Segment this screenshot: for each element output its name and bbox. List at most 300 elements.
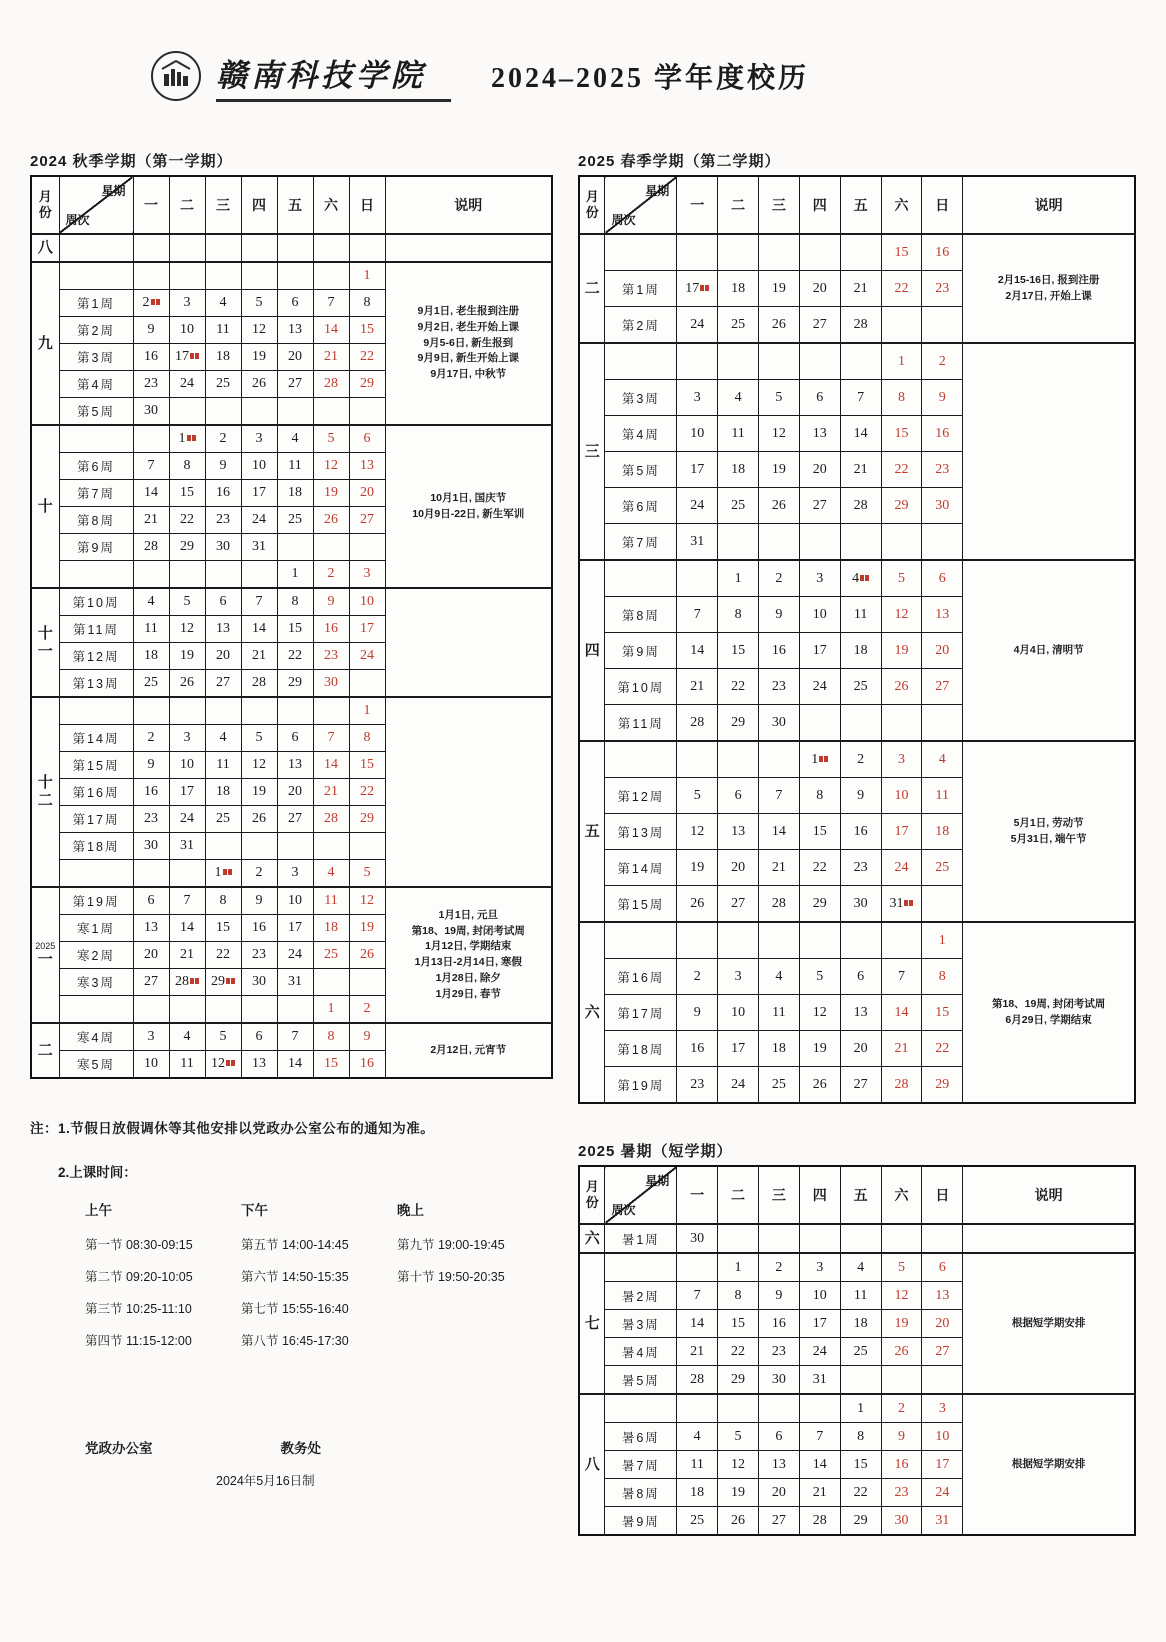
day-cell: 5 bbox=[881, 1253, 922, 1282]
day-cell: 9 bbox=[881, 1423, 922, 1451]
day-cell: 28 bbox=[881, 1067, 922, 1104]
week-label: 第4周 bbox=[59, 371, 133, 398]
day-cell: 10 bbox=[169, 752, 205, 779]
week-label: 第17周 bbox=[59, 806, 133, 833]
day-cell: 7 bbox=[313, 290, 349, 317]
day-cell: 23 bbox=[881, 1479, 922, 1507]
day-cell: 19 bbox=[799, 1031, 840, 1067]
day-cell: 11 bbox=[677, 1451, 718, 1479]
day-cell: 27 bbox=[133, 969, 169, 996]
day-cell: 3 bbox=[277, 860, 313, 888]
school-logo-icon bbox=[150, 50, 202, 102]
day-cell: 11 bbox=[313, 887, 349, 915]
day-cell bbox=[718, 524, 759, 561]
day-cell: 22 bbox=[881, 271, 922, 307]
day-cell: 18 bbox=[922, 814, 963, 850]
day-cell: 2 bbox=[922, 343, 963, 380]
notes-cell: 根据短学期安排 bbox=[963, 1253, 1135, 1394]
day-cell: 20 bbox=[133, 942, 169, 969]
day-cell bbox=[277, 534, 313, 561]
day-cell: 29 bbox=[349, 371, 385, 398]
day-cell: 21 bbox=[677, 669, 718, 705]
day-cell: 17 bbox=[677, 271, 718, 307]
day-cell: 6 bbox=[133, 887, 169, 915]
fall-calendar-table bbox=[30, 175, 553, 1079]
day-cell: 20 bbox=[277, 779, 313, 806]
day-cell bbox=[205, 234, 241, 262]
day-cell: 8 bbox=[277, 588, 313, 616]
day-cell: 20 bbox=[718, 850, 759, 886]
month-label: 2025 一 bbox=[31, 887, 59, 1023]
weekday-header: 一 bbox=[677, 1166, 718, 1224]
day-cell bbox=[277, 996, 313, 1024]
day-cell: 25 bbox=[313, 942, 349, 969]
day-cell bbox=[313, 398, 349, 426]
weekday-header: 四 bbox=[799, 176, 840, 234]
day-cell: 5 bbox=[241, 725, 277, 752]
day-cell: 9 bbox=[133, 752, 169, 779]
day-cell: 31 bbox=[677, 524, 718, 561]
day-cell: 4 bbox=[133, 588, 169, 616]
day-cell: 30 bbox=[758, 705, 799, 742]
schedule-column-label: 晚上 bbox=[397, 1203, 424, 1218]
day-cell: 8 bbox=[718, 597, 759, 633]
week-label bbox=[59, 697, 133, 725]
weekday-header: 四 bbox=[799, 1166, 840, 1224]
day-cell bbox=[277, 398, 313, 426]
day-cell: 18 bbox=[677, 1479, 718, 1507]
day-cell: 25 bbox=[205, 806, 241, 833]
day-cell: 3 bbox=[169, 290, 205, 317]
day-cell: 29 bbox=[718, 1366, 759, 1395]
week-label: 第7周 bbox=[605, 524, 677, 561]
day-cell: 17 bbox=[349, 616, 385, 643]
day-cell bbox=[241, 561, 277, 589]
day-cell: 9 bbox=[241, 887, 277, 915]
day-cell bbox=[349, 234, 385, 262]
day-cell: 16 bbox=[758, 1310, 799, 1338]
summer-term-table-mount bbox=[578, 1165, 1136, 1536]
day-cell: 24 bbox=[349, 643, 385, 670]
schedule-item: 第二节 09:20-10:05 bbox=[85, 1270, 193, 1284]
day-cell: 25 bbox=[840, 669, 881, 705]
day-cell: 19 bbox=[881, 1310, 922, 1338]
day-cell: 26 bbox=[881, 669, 922, 705]
day-cell: 11 bbox=[840, 1282, 881, 1310]
day-cell: 5 bbox=[349, 860, 385, 888]
day-cell: 29 bbox=[922, 1067, 963, 1104]
day-cell: 13 bbox=[758, 1451, 799, 1479]
day-cell: 6 bbox=[277, 725, 313, 752]
notes-cell: 2月12日, 元宵节 bbox=[385, 1023, 552, 1078]
day-cell: 25 bbox=[133, 670, 169, 698]
day-cell: 17 bbox=[677, 452, 718, 488]
day-cell: 21 bbox=[313, 779, 349, 806]
week-weekday-corner-header: 星期 周次 bbox=[59, 176, 133, 234]
day-cell: 31 bbox=[241, 534, 277, 561]
day-cell: 23 bbox=[133, 371, 169, 398]
day-cell: 7 bbox=[277, 1023, 313, 1051]
day-cell: 15 bbox=[718, 1310, 759, 1338]
holiday-marker-icon bbox=[186, 431, 196, 446]
day-cell: 28 bbox=[758, 886, 799, 923]
day-cell: 22 bbox=[349, 779, 385, 806]
day-cell: 11 bbox=[205, 752, 241, 779]
notes-cell: 5月1日, 劳动节 5月31日, 端午节 bbox=[963, 741, 1135, 922]
schedule-column bbox=[241, 1199, 397, 1363]
day-cell: 10 bbox=[349, 588, 385, 616]
day-cell bbox=[718, 343, 759, 380]
day-cell: 3 bbox=[718, 959, 759, 995]
day-cell: 31 bbox=[277, 969, 313, 996]
month-label: 三 bbox=[579, 343, 605, 560]
schedule-column-label: 上午 bbox=[85, 1203, 112, 1218]
day-cell: 22 bbox=[881, 452, 922, 488]
day-cell: 28 bbox=[799, 1507, 840, 1536]
week-label bbox=[605, 560, 677, 597]
notes-cell: 第18、19周, 封闭考试周 6月29日, 学期结束 bbox=[963, 922, 1135, 1103]
school-name: 赣南科技学院 bbox=[216, 58, 426, 93]
day-cell bbox=[349, 398, 385, 426]
day-cell bbox=[677, 741, 718, 778]
day-cell bbox=[677, 560, 718, 597]
week-label bbox=[605, 234, 677, 271]
week-label bbox=[59, 860, 133, 888]
day-cell bbox=[241, 398, 277, 426]
schedule-item: 第一节 08:30-09:15 bbox=[85, 1238, 193, 1252]
day-cell: 27 bbox=[799, 307, 840, 344]
day-cell: 16 bbox=[840, 814, 881, 850]
day-cell: 16 bbox=[758, 633, 799, 669]
day-cell: 13 bbox=[205, 616, 241, 643]
notes-column-header: 说明 bbox=[385, 176, 552, 234]
week-label: 第18周 bbox=[59, 833, 133, 860]
day-cell: 8 bbox=[922, 959, 963, 995]
day-cell bbox=[922, 705, 963, 742]
holiday-marker-icon bbox=[818, 752, 828, 767]
day-cell: 1 bbox=[313, 996, 349, 1024]
day-cell: 22 bbox=[349, 344, 385, 371]
day-cell: 18 bbox=[205, 779, 241, 806]
day-cell: 31 bbox=[799, 1366, 840, 1395]
day-cell: 23 bbox=[922, 452, 963, 488]
day-cell: 21 bbox=[758, 850, 799, 886]
month-column-header: 月 份 bbox=[579, 176, 605, 234]
day-cell: 27 bbox=[840, 1067, 881, 1104]
day-cell: 25 bbox=[758, 1067, 799, 1104]
weekday-header: 五 bbox=[840, 1166, 881, 1224]
day-cell: 26 bbox=[313, 507, 349, 534]
day-cell: 15 bbox=[277, 616, 313, 643]
day-cell: 9 bbox=[840, 778, 881, 814]
day-cell: 13 bbox=[840, 995, 881, 1031]
week-label bbox=[59, 996, 133, 1024]
holiday-marker-icon bbox=[222, 865, 232, 880]
day-cell: 19 bbox=[718, 1479, 759, 1507]
day-cell bbox=[840, 524, 881, 561]
class-schedule bbox=[85, 1199, 553, 1363]
day-cell: 25 bbox=[277, 507, 313, 534]
day-cell: 14 bbox=[758, 814, 799, 850]
schedule-item: 第十节 19:50-20:35 bbox=[397, 1270, 505, 1284]
day-cell: 12 bbox=[799, 995, 840, 1031]
day-cell: 13 bbox=[922, 1282, 963, 1310]
day-cell bbox=[677, 1394, 718, 1423]
day-cell bbox=[758, 524, 799, 561]
day-cell: 14 bbox=[277, 1051, 313, 1079]
day-cell: 27 bbox=[277, 806, 313, 833]
day-cell: 30 bbox=[758, 1366, 799, 1395]
spring-summer-section bbox=[578, 150, 1136, 1536]
day-cell: 3 bbox=[169, 725, 205, 752]
signature-row bbox=[85, 1437, 553, 1457]
week-label: 第16周 bbox=[605, 959, 677, 995]
week-label: 第13周 bbox=[59, 670, 133, 698]
day-cell: 2 bbox=[133, 725, 169, 752]
day-cell: 11 bbox=[205, 317, 241, 344]
day-cell: 24 bbox=[922, 1479, 963, 1507]
schedule-column-label: 下午 bbox=[241, 1203, 268, 1218]
day-cell: 7 bbox=[881, 959, 922, 995]
holiday-marker-icon bbox=[225, 974, 235, 989]
day-cell bbox=[881, 524, 922, 561]
office-name-left: 党政办公室 bbox=[85, 1441, 153, 1456]
holiday-marker-icon bbox=[225, 1056, 235, 1071]
weekday-header: 五 bbox=[840, 176, 881, 234]
day-cell: 30 bbox=[881, 1507, 922, 1536]
day-cell: 27 bbox=[718, 886, 759, 923]
week-label: 第12周 bbox=[605, 778, 677, 814]
week-label: 暑1周 bbox=[605, 1224, 677, 1253]
day-cell bbox=[881, 1224, 922, 1253]
week-label: 第8周 bbox=[59, 507, 133, 534]
day-cell: 8 bbox=[169, 453, 205, 480]
day-cell: 28 bbox=[241, 670, 277, 698]
day-cell bbox=[277, 262, 313, 290]
day-cell bbox=[169, 262, 205, 290]
day-cell: 10 bbox=[169, 317, 205, 344]
day-cell: 28 bbox=[313, 371, 349, 398]
week-label: 第14周 bbox=[59, 725, 133, 752]
day-cell: 9 bbox=[133, 317, 169, 344]
fall-semester-section bbox=[30, 150, 553, 1489]
holiday-marker-icon bbox=[699, 281, 709, 296]
day-cell: 12 bbox=[169, 616, 205, 643]
day-cell: 22 bbox=[922, 1031, 963, 1067]
day-cell: 13 bbox=[277, 752, 313, 779]
day-cell: 15 bbox=[349, 317, 385, 344]
day-cell: 17 bbox=[169, 779, 205, 806]
day-cell: 19 bbox=[758, 452, 799, 488]
month-label: 十 一 bbox=[31, 588, 59, 697]
day-cell: 4 bbox=[277, 425, 313, 453]
day-cell: 2 bbox=[349, 996, 385, 1024]
day-cell: 2 bbox=[758, 560, 799, 597]
page-header bbox=[150, 50, 1030, 102]
day-cell: 15 bbox=[840, 1451, 881, 1479]
week-label bbox=[59, 234, 133, 262]
day-cell bbox=[313, 262, 349, 290]
day-cell: 1 bbox=[922, 922, 963, 959]
day-cell bbox=[349, 534, 385, 561]
class-time-note: 2.上课时间： bbox=[58, 1165, 137, 1180]
day-cell: 23 bbox=[758, 1338, 799, 1366]
day-cell: 20 bbox=[277, 344, 313, 371]
day-cell: 17 bbox=[881, 814, 922, 850]
weekday-header: 二 bbox=[718, 1166, 759, 1224]
week-label bbox=[605, 343, 677, 380]
day-cell: 10 bbox=[677, 416, 718, 452]
day-cell: 18 bbox=[840, 633, 881, 669]
month-column-header: 月 份 bbox=[579, 1166, 605, 1224]
day-cell: 21 bbox=[799, 1479, 840, 1507]
day-cell bbox=[205, 262, 241, 290]
day-cell: 28 bbox=[677, 705, 718, 742]
day-cell bbox=[349, 670, 385, 698]
week-label: 第5周 bbox=[59, 398, 133, 426]
day-cell bbox=[922, 1366, 963, 1395]
week-label: 暑4周 bbox=[605, 1338, 677, 1366]
day-cell: 31 bbox=[169, 833, 205, 860]
day-cell: 13 bbox=[241, 1051, 277, 1079]
day-cell bbox=[205, 561, 241, 589]
day-cell: 29 bbox=[277, 670, 313, 698]
day-cell bbox=[922, 886, 963, 923]
day-cell: 30 bbox=[133, 398, 169, 426]
day-cell: 23 bbox=[677, 1067, 718, 1104]
week-label: 寒3周 bbox=[59, 969, 133, 996]
day-cell: 1 bbox=[277, 561, 313, 589]
week-label: 第11周 bbox=[605, 705, 677, 742]
day-cell: 24 bbox=[677, 488, 718, 524]
day-cell: 17 bbox=[718, 1031, 759, 1067]
day-cell: 6 bbox=[718, 778, 759, 814]
day-cell: 21 bbox=[677, 1338, 718, 1366]
day-cell bbox=[677, 922, 718, 959]
day-cell: 12 bbox=[241, 317, 277, 344]
day-cell: 8 bbox=[205, 887, 241, 915]
day-cell bbox=[840, 234, 881, 271]
day-cell bbox=[349, 969, 385, 996]
day-cell bbox=[718, 1224, 759, 1253]
month-label: 二 bbox=[579, 234, 605, 343]
day-cell: 22 bbox=[840, 1479, 881, 1507]
month-label: 十 二 bbox=[31, 697, 59, 887]
day-cell: 7 bbox=[677, 597, 718, 633]
holiday-marker-icon bbox=[189, 349, 199, 364]
day-cell bbox=[799, 343, 840, 380]
spring-semester-title: 2025 春季学期（第二学期） bbox=[578, 153, 781, 170]
day-cell: 10 bbox=[799, 1282, 840, 1310]
day-cell: 15 bbox=[313, 1051, 349, 1079]
day-cell: 26 bbox=[718, 1507, 759, 1536]
day-cell: 16 bbox=[313, 616, 349, 643]
day-cell: 24 bbox=[169, 806, 205, 833]
day-cell: 12 bbox=[881, 597, 922, 633]
week-label: 暑2周 bbox=[605, 1282, 677, 1310]
day-cell bbox=[677, 343, 718, 380]
day-cell: 5 bbox=[241, 290, 277, 317]
day-cell bbox=[241, 234, 277, 262]
day-cell: 30 bbox=[133, 833, 169, 860]
day-cell bbox=[799, 705, 840, 742]
week-label: 第7周 bbox=[59, 480, 133, 507]
fall-semester-title: 2024 秋季学期（第一学期） bbox=[30, 153, 233, 170]
week-label: 寒5周 bbox=[59, 1051, 133, 1079]
day-cell: 27 bbox=[922, 1338, 963, 1366]
day-cell: 27 bbox=[205, 670, 241, 698]
month-label: 二 bbox=[31, 1023, 59, 1078]
day-cell: 2 bbox=[840, 741, 881, 778]
day-cell: 3 bbox=[241, 425, 277, 453]
day-cell: 29 bbox=[349, 806, 385, 833]
day-cell: 30 bbox=[205, 534, 241, 561]
day-cell: 20 bbox=[349, 480, 385, 507]
day-cell bbox=[169, 996, 205, 1024]
day-cell: 26 bbox=[758, 488, 799, 524]
day-cell: 23 bbox=[840, 850, 881, 886]
notes-cell bbox=[963, 1224, 1135, 1253]
week-weekday-corner-header: 星期 周次 bbox=[605, 1166, 677, 1224]
week-label: 第15周 bbox=[605, 886, 677, 923]
month-label: 五 bbox=[579, 741, 605, 922]
day-cell: 5 bbox=[758, 380, 799, 416]
day-cell: 12 bbox=[718, 1451, 759, 1479]
footer-notes bbox=[30, 1117, 553, 1489]
day-cell: 19 bbox=[313, 480, 349, 507]
day-cell bbox=[799, 524, 840, 561]
day-cell bbox=[718, 234, 759, 271]
day-cell bbox=[881, 307, 922, 344]
day-cell: 20 bbox=[799, 271, 840, 307]
notes-cell: 根据短学期安排 bbox=[963, 1394, 1135, 1535]
day-cell: 5 bbox=[881, 560, 922, 597]
day-cell: 17 bbox=[241, 480, 277, 507]
day-cell bbox=[349, 833, 385, 860]
day-cell: 25 bbox=[205, 371, 241, 398]
holiday-marker-icon bbox=[859, 571, 869, 586]
day-cell: 20 bbox=[758, 1479, 799, 1507]
day-cell: 2 bbox=[205, 425, 241, 453]
day-cell: 17 bbox=[169, 344, 205, 371]
week-label: 第12周 bbox=[59, 643, 133, 670]
month-label: 六 bbox=[579, 922, 605, 1103]
day-cell bbox=[169, 860, 205, 888]
day-cell: 2 bbox=[677, 959, 718, 995]
notes-cell: 10月1日, 国庆节 10月9日-22日, 新生军训 bbox=[385, 425, 552, 588]
week-label: 暑6周 bbox=[605, 1423, 677, 1451]
day-cell: 23 bbox=[205, 507, 241, 534]
week-label: 第3周 bbox=[605, 380, 677, 416]
day-cell: 28 bbox=[840, 307, 881, 344]
day-cell bbox=[169, 561, 205, 589]
day-cell: 19 bbox=[677, 850, 718, 886]
week-label: 第1周 bbox=[605, 271, 677, 307]
day-cell bbox=[169, 234, 205, 262]
day-cell: 14 bbox=[133, 480, 169, 507]
day-cell: 25 bbox=[677, 1507, 718, 1536]
day-cell: 22 bbox=[277, 643, 313, 670]
schedule-item: 第三节 10:25-11:10 bbox=[85, 1302, 192, 1316]
day-cell: 26 bbox=[881, 1338, 922, 1366]
day-cell: 14 bbox=[169, 915, 205, 942]
week-label: 寒2周 bbox=[59, 942, 133, 969]
day-cell: 5 bbox=[169, 588, 205, 616]
day-cell: 11 bbox=[718, 416, 759, 452]
notes-cell: 2月15-16日, 报到注册 2月17日, 开始上课 bbox=[963, 234, 1135, 343]
summer-calendar-table bbox=[578, 1165, 1136, 1536]
day-cell: 6 bbox=[922, 560, 963, 597]
